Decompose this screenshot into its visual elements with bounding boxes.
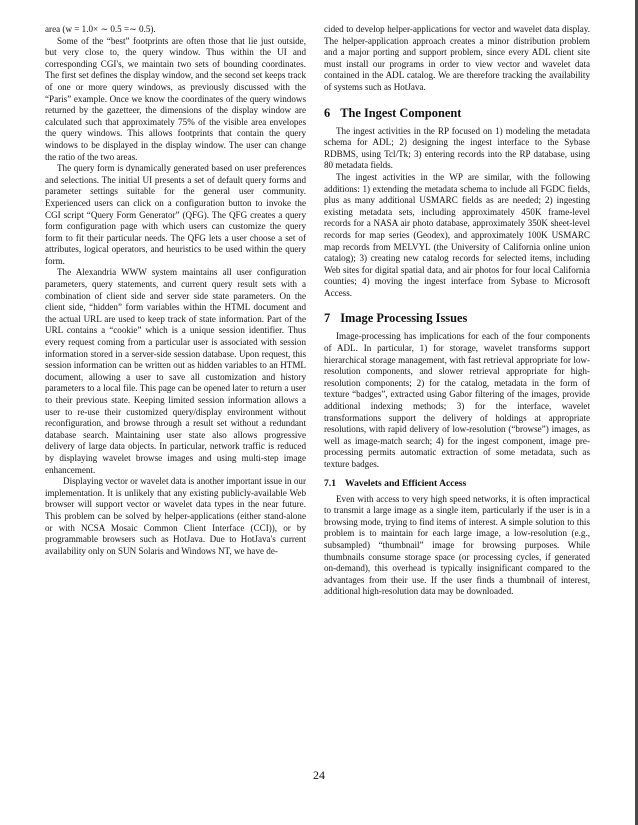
section-title: Image Processing Issues <box>340 311 468 326</box>
page-number: 24 <box>313 768 325 782</box>
right-column <box>324 24 590 598</box>
paragraph: Image-processing has implications for each of the four components of ADL. In particular, 1) for storage, wavelet transforms support hierarchical storage management, with fast retrieval appropriate for low-resolution components, and slower retrieval appropriate for high-resolution components; 2) for the catalog, metadata in the form of texture “badges”, extracted using Gabor filtering of the images, provide additional indexing methods; 3) for the interface, wavelet transformations support the delivery of holdings at appropriate resolutions, with rapid delivery of low-resolution (“browse”) images, as well as image-match search; 4) for the ingest component, image pre-processing permits automatic extraction of some metadata, such as texture badges. <box>324 331 590 469</box>
section-number: 6 <box>324 105 331 120</box>
left-column <box>45 24 306 557</box>
paragraph: Displaying vector or wavelet data is another important issue in our implementation. It is unlikely that any existing publicly-available Web browser will support vector or wavelet data types in the near future. This problem can be solved by helper-applications (either stand-alone or with NCSA Mosaic Common Client Interface (CCI)), or by programmable browsers such as HotJava. Due to HotJava's current availability only on SUN Solaris and Windows NT, we have de- <box>45 476 306 556</box>
subsection-heading <box>324 478 590 490</box>
paragraph: area (w = 1.0× ∼ 0.5 =∼ 0.5). <box>45 24 156 34</box>
paragraph: The Alexandria WWW system maintains all user configuration parameters, query statements, and current query result sets with a combination of client side and server side state parameters. On the client side, “hidden” form variables within the HTML document and the actual URL are used to keep track of state information. Part of the URL contains a “cookie” which is a unique session identifier. Thus every request coming from a particular user is associated with session information stored in a server-side session database. Upon request, this session information can be written out as hidden variables to an HTML document, allowing a user to save all customization and history parameters to a local file. This page can be opened later to return a user to their previous state. Keeping limited session information allows a user to re-use their customized query/display environment without reconfiguration, and browse through a result set without a redundant database search. Maintaining user state also allows progressive delivery of large data objects. In particular, network traffic is reduced by displaying wavelet browse images and using multi-step image enhancement. <box>45 267 306 475</box>
paragraph: The ingest activities in the RP focused on 1) modeling the metadata schema for ADL; 2) designing the ingest interface to the Sybase RDBMS, using Tcl/Tk; 3) entering records into the RP database, using 80 metadata fields. <box>324 125 590 171</box>
paragraph: The ingest activities in the WP are similar, with the following additions: 1) extending the metadata schema to include all FGDC fields, plus as many additional USMARC fields as are needed; 2) ingesting existing metadata sets, including approximately 450K frame-level records for a NASA air photo database, approximately 350K sheet-level records for map series (Geodex), and approximately 100K USMARC map records from MELVYL (the University of California online union catalog); 3) creating new catalog records for selected items, including Web sites for digital spatial data, and air photos for four local California counties; 4) moving the ingest interface from Sybase to Microsoft Access. <box>324 171 590 298</box>
paragraph: cided to develop helper-applications for vector and wavelet data display. The helper-application approach creates a minor distribution problem and a major porting and support problem, since every ADL client site must install our programs in order to view vector and wavelet data contained in the ADL catalog. We are therefore tracking the availability of systems such as HotJava. <box>324 24 590 92</box>
section-title: The Ingest Component <box>340 105 462 120</box>
paragraph: The query form is dynamically generated based on user preferences and selections. The initial UI presents a set of default query forms and parameter settings suitable for the general user community. Experienced users can click on a configuration button to invoke the CGI script “Query Form Generator” (QFG). The QFG creates a query form configuration page with which users can customize the query form to fit their particular needs. The QFG lets a user choose a set of attributes, logical operators, and heuristics to be used within the query form. <box>45 163 306 266</box>
paragraph: Even with access to very high speed networks, it is often impractical to transmit a large image as a single item, particularly if the user is in a browsing mode, trying to find items of interest. A simple solution to this problem is to maintain for each large image, a low-resolution (e.g., subsampled) “thumbnail” image for browsing purposes. While thumbnails consume storage space (or processing cycles, if generated on-demand), this overhead is typically insignificant compared to the advantages from their use. If the user finds a thumbnail of interest, additional high-resolution data may be downloaded. <box>324 493 590 597</box>
section-heading <box>324 106 590 120</box>
subsection-number: 7.1 <box>324 477 336 489</box>
paragraph: Some of the “best” footprints are often those that lie just outside, but very close to, the query window. Thus within the UI and corresponding CGI's, we maintain two sets of bounding coordinates. The first set defines the display window, and the second set keeps track of one or more query windows, as previously discussed with the “Paris” example. Once we know the coordinates of the query windows returned by the gazetteer, the dimensions of the display window are calculated such that approximately 75% of the visible area envelopes the query windows. This allows footprints that contain the query windows to be displayed in the display window. The user can change the ratio of the two areas. <box>45 35 306 162</box>
section-number: 7 <box>324 311 331 326</box>
subsection-title: Wavelets and Efficient Access <box>345 477 467 489</box>
section-heading <box>324 311 590 325</box>
